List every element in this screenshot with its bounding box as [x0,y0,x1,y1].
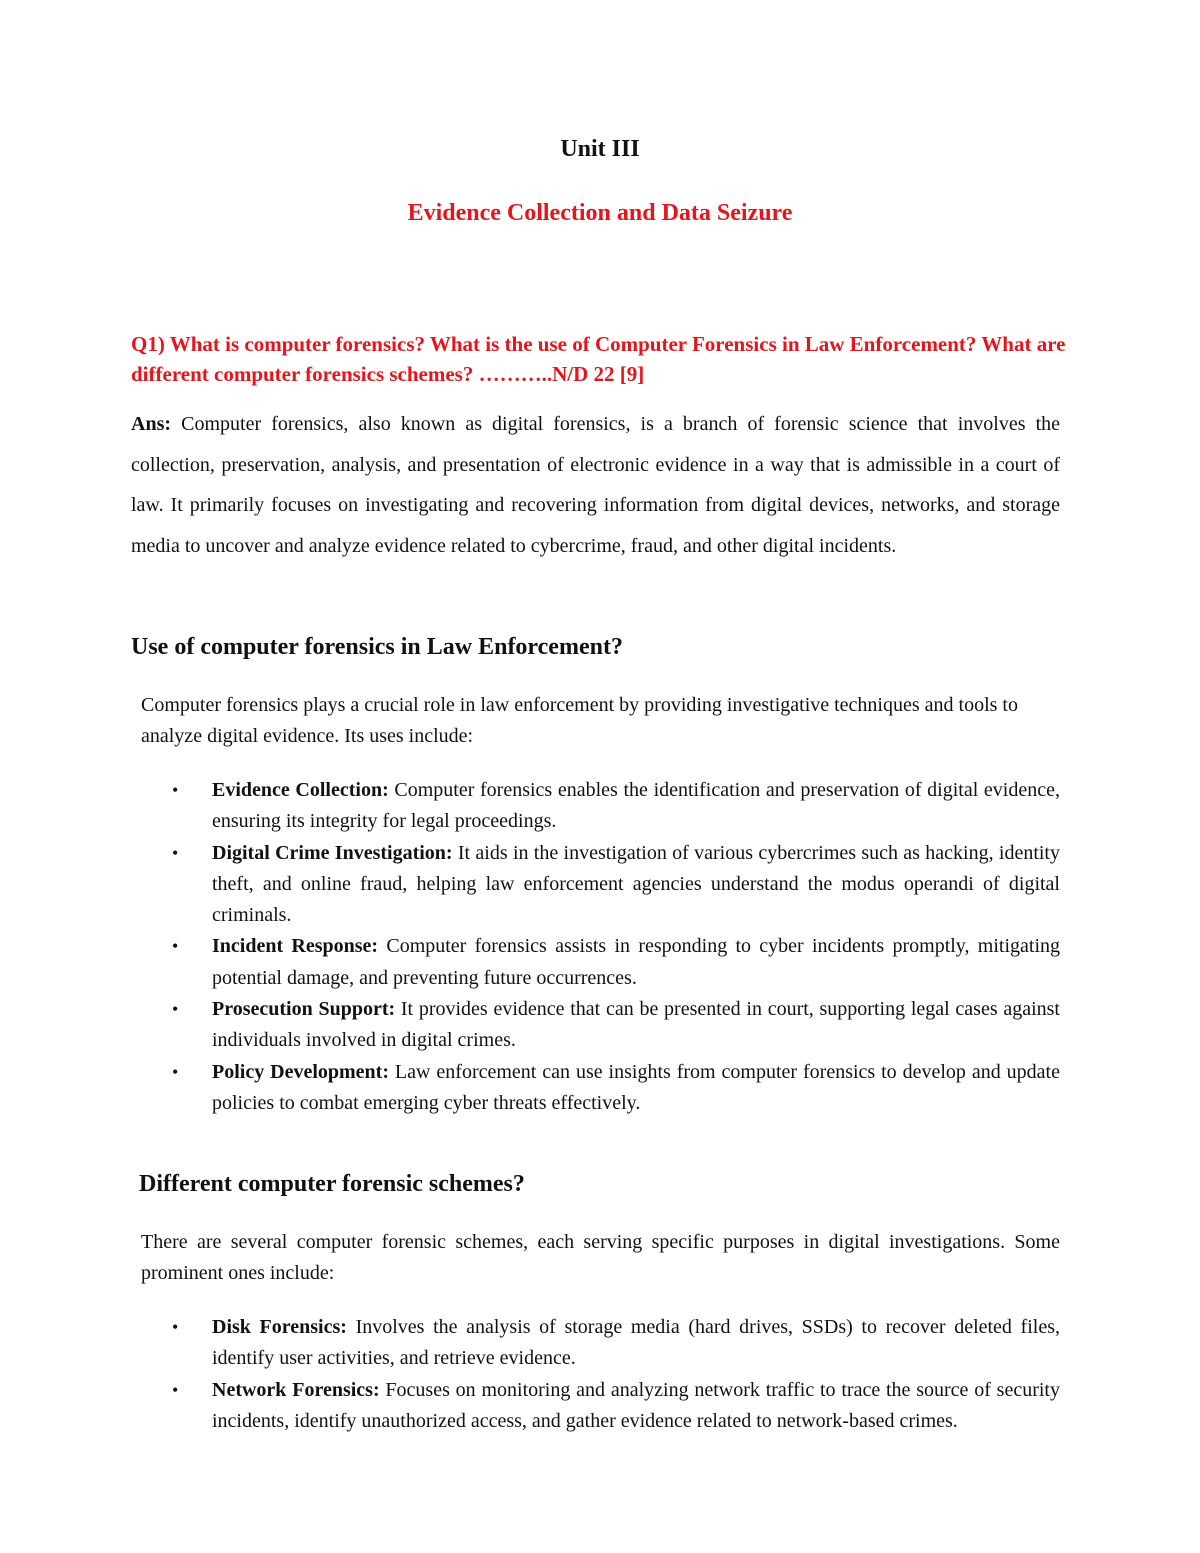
item-text: It provides evidence that can be presented in court, supporting legal cases against individuals involved in digital crimes. [212,998,1060,1052]
item-term: Evidence Collection: [212,779,389,801]
item-text: Involves the analysis of storage media (hard drives, SSDs) to recover deleted files, identify user activities, and retrieve evidence. [212,1316,1060,1370]
list-item [172,1375,1060,1438]
item-term: Prosecution Support: [212,998,396,1021]
answer-label: Ans: [131,413,172,435]
answer-paragraph [131,404,1060,566]
list-item [172,1312,1060,1375]
item-text: Computer forensics assists in responding to cyber incidents promptly, mitigating potential damage, and preventing future occurrences. [212,935,1061,989]
forensic-schemes-list [172,1312,1060,1437]
item-text: Computer forensics enables the identification and preservation of digital evidence, ensuring its integrity for legal proceedings. [212,779,1060,833]
list-item [172,931,1060,994]
item-text: It aids in the investigation of various cybercrimes such as hacking, identity theft, and online fraud, helping law enforcement agencies understand the modus operandi of digital criminals. [212,841,1060,927]
bullet-icon: • [172,1379,179,1400]
forensic-schemes-intro: There are several computer forensic schemes, each serving specific purposes in digital investigations. Some prominent ones include: [141,1231,1060,1284]
item-text: Focuses on monitoring and analyzing network traffic to trace the source of security incidents, identify unauthorized access, and gather evidence related to network-based crimes. [212,1378,1060,1432]
law-enforcement-intro: Computer forensics plays a crucial role in law enforcement by providing investigative techniques and tools to analyze digital evidence. Its uses include: [141,694,1018,747]
bullet-icon: • [172,936,179,957]
item-term: Incident Response: [212,935,379,958]
question-text: Q1) What is computer forensics? What is the use of Computer Forensics in Law Enforcement? What are different computer forensics schemes? ………..N/D 22 [9] [131,332,1066,386]
unit-title: Unit III [560,136,640,162]
bullet-icon: • [172,780,179,800]
forensic-schemes-heading: Different computer forensic schemes? [139,1171,525,1197]
bullet-icon: • [172,999,179,1020]
law-enforcement-heading: Use of computer forensics in Law Enforcement? [131,634,623,660]
law-enforcement-uses-list [172,775,1060,1119]
item-term: Digital Crime Investigation: [212,841,453,864]
bullet-icon: • [172,842,179,863]
document-title: Evidence Collection and Data Seizure [407,200,793,226]
item-term: Policy Development: [212,1060,389,1083]
list-item [172,994,1060,1057]
item-term: Disk Forensics: [212,1316,347,1338]
bullet-icon: • [172,1317,179,1337]
answer-text: Computer forensics, also known as digital forensics, is a branch of forensic science that involves the collection, preservation, analysis, and presentation of electronic evidence in a way that is admissible in a court of law. It primarily focuses on investigating and recovering information from digital devices, networks, and storage media to uncover and analyze evidence related to cybercrime, fraud, and other digital incidents. [131,413,1061,557]
list-item [172,838,1060,932]
list-item [172,775,1060,838]
list-item [172,1057,1060,1120]
item-term: Network Forensics: [212,1378,380,1401]
bullet-icon: • [172,1061,179,1082]
item-text: Law enforcement can use insights from computer forensics to develop and update policies to combat emerging cyber threats effectively. [212,1060,1060,1114]
